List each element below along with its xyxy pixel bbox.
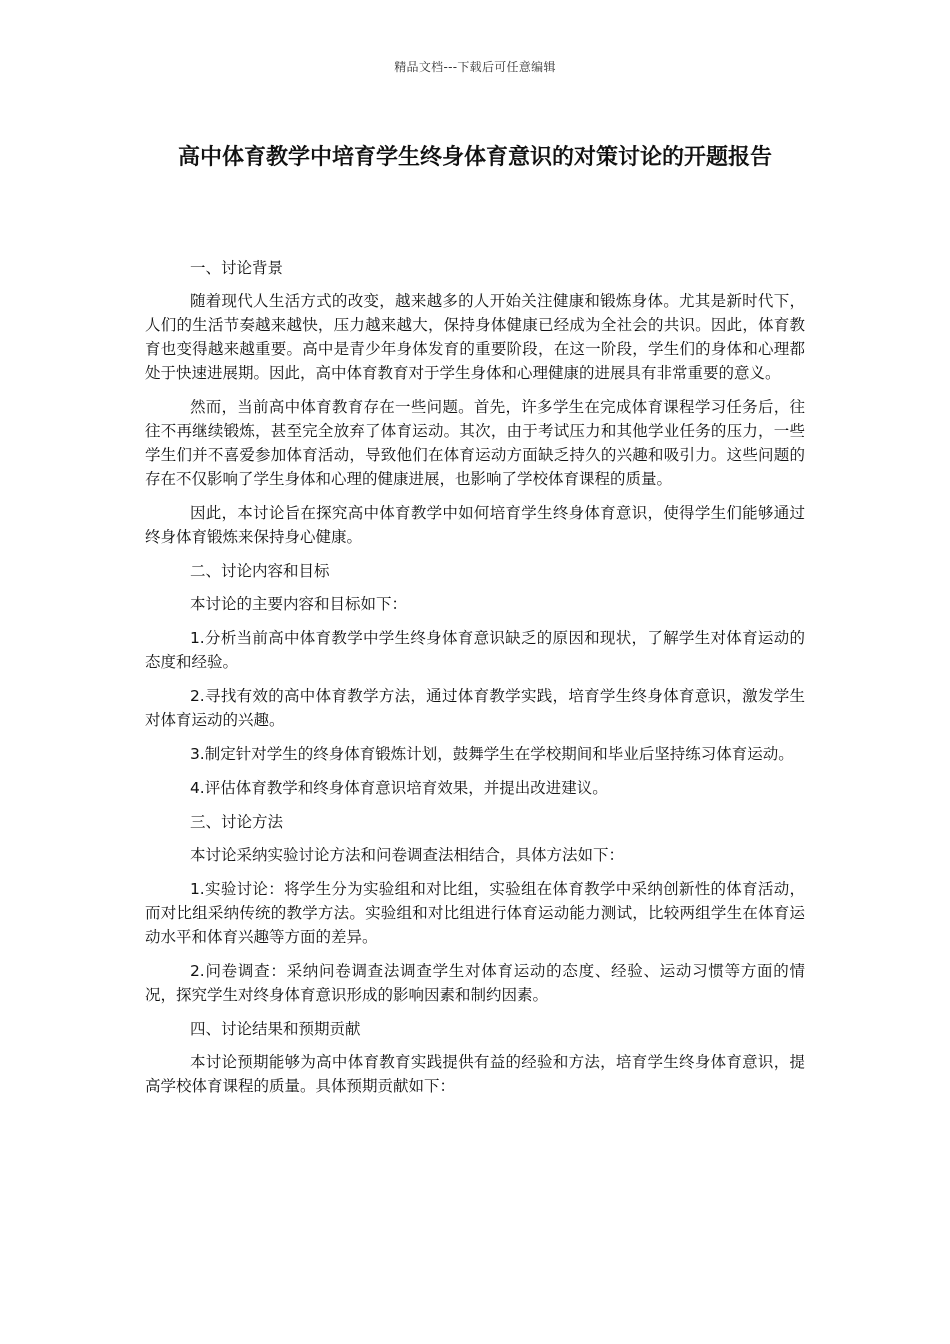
section-heading-background: 一、讨论背景 — [189, 259, 283, 277]
paragraph-background-2: 然而，当前高中体育教育存在一些问题。首先，许多学生在完成体育课程学习任务后，往往不再继续锻炼，甚至完全放弃了体育运动。其次，由于考试压力和其他学业任务的压力，一些学生们并不喜爱参加体育活动，导致他们在体育运动方面缺乏持久的兴趣和吸引力。这些问题的存在不仅影响了学生身体和心理的健康进展，也影响了学校体育课程的质量。 — [145, 398, 805, 488]
paragraph-background-1: 随着现代人生活方式的改变，越来越多的人开始关注健康和锻炼身体。尤其是新时代下，人们的生活节奏越来越快，压力越来越大，保持身体健康已经成为全社会的共识。因此，体育教育也变得越来越重要。高中是青少年身体发育的重要阶段，在这一阶段，学生们的身体和心理都处于快速进展期。因此，高中体育教育对于学生身体和心理健康的进展具有非常重要的意义。 — [145, 292, 805, 382]
section-heading-methods: 三、讨论方法 — [189, 813, 283, 831]
paragraph-results: 本讨论预期能够为高中体育教育实践提供有益的经验和方法，培育学生终身体育意识，提高学校体育课程的质量。具体预期贡献如下： — [145, 1053, 805, 1095]
list-item-goal-1: 1.分析当前高中体育教学中学生终身体育意识缺乏的原因和现状，了解学生对体育运动的态度和经验。 — [145, 629, 805, 671]
document-title: 高中体育教学中培育学生终身体育意识的对策讨论的开题报告 — [177, 145, 772, 170]
list-item-method-2: 2.问卷调查：采纳问卷调查法调查学生对体育运动的态度、经验、运动习惯等方面的情况，探究学生对终身体育意识形成的影响因素和制约因素。 — [145, 962, 805, 1004]
paragraph-methods-intro: 本讨论采纳实验讨论方法和问卷调查法相结合，具体方法如下： — [189, 846, 624, 864]
section-heading-results: 四、讨论结果和预期贡献 — [189, 1020, 361, 1038]
list-item-goal-3: 3.制定针对学生的终身体育锻炼计划，鼓舞学生在学校期间和毕业后坚持练习体育运动。 — [189, 745, 794, 763]
list-item-goal-4: 4.评估体育教学和终身体育意识培育效果，并提出改进建议。 — [189, 779, 608, 797]
paragraph-goals-intro: 本讨论的主要内容和目标如下： — [189, 595, 407, 613]
list-item-method-1: 1.实验讨论：将学生分为实验组和对比组，实验组在体育教学中采纳创新性的体育活动，而对比组采纳传统的教学方法。实验组和对比组进行体育运动能力测试，比较两组学生在体育运动水平和体育兴趣等方面的差异。 — [145, 880, 805, 946]
paragraph-background-3: 因此，本讨论旨在探究高中体育教学中如何培育学生终身体育意识，使得学生们能够通过终身体育锻炼来保持身心健康。 — [145, 504, 805, 546]
list-item-goal-2: 2.寻找有效的高中体育教学方法，通过体育教学实践，培育学生终身体育意识，激发学生对体育运动的兴趣。 — [145, 687, 805, 729]
document-body — [145, 256, 805, 1108]
header-note: 精品文档---下载后可任意编辑 — [394, 60, 556, 74]
section-heading-content-goals: 二、讨论内容和目标 — [189, 562, 330, 580]
